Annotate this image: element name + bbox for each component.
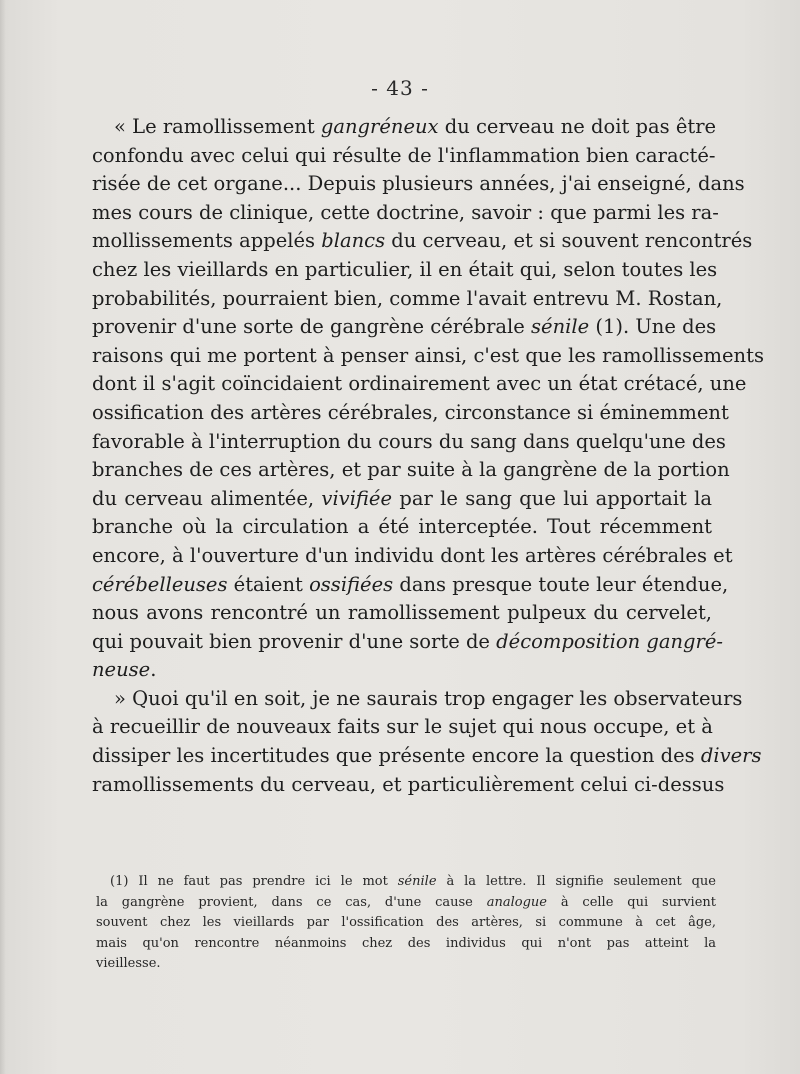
page-number: - 43 - bbox=[371, 76, 429, 100]
text-text: encore, à l'ouverture d'un individu dont les artères cérébrales et bbox=[92, 543, 733, 567]
text-line bbox=[92, 342, 764, 371]
text-line bbox=[92, 199, 719, 228]
footnotes-line bbox=[96, 893, 716, 914]
text-line bbox=[92, 227, 753, 256]
text-text: nous avons rencontré un ramollissement pulpeux du cervelet, bbox=[92, 601, 712, 625]
footnotes-text: la gangrène provient, dans ce cas, d'une cause bbox=[96, 894, 487, 910]
text-line bbox=[92, 628, 723, 657]
text-line bbox=[92, 485, 712, 514]
text-line bbox=[92, 542, 733, 571]
text-text: « Le ramollissement bbox=[114, 115, 321, 138]
text-line bbox=[92, 713, 712, 742]
text-text: » Quoi qu'il en soit, je ne saurais trop engager les observateurs bbox=[114, 686, 743, 710]
text-line bbox=[92, 428, 726, 457]
text-line bbox=[92, 656, 712, 685]
text-italic-text: gangréneux bbox=[320, 115, 439, 138]
text-text: branches de ces artères, et par suite à la gangrène de la portion bbox=[92, 458, 730, 482]
text-line bbox=[92, 771, 725, 800]
footnotes-line bbox=[96, 872, 716, 893]
text-line bbox=[92, 456, 730, 485]
text-text: ramollissements du cerveau, et particulièrement celui ci-dessus bbox=[92, 772, 725, 796]
text-line bbox=[92, 571, 729, 600]
text-line bbox=[92, 513, 712, 542]
footnotes-line bbox=[96, 913, 716, 934]
text-line bbox=[92, 285, 723, 314]
footnotes-italic-text: analogue bbox=[486, 894, 547, 910]
footnotes-italic-text: sénile bbox=[397, 874, 437, 889]
text-line bbox=[92, 313, 717, 342]
text-italic-text: ossifiées bbox=[309, 572, 394, 596]
text-italic-text: neuse bbox=[92, 658, 151, 682]
text-text: dissiper les incertitudes que présente encore la question des bbox=[92, 744, 701, 768]
text-text: branche où la circulation a été interceptée. Tout récemment bbox=[92, 515, 712, 539]
footnotes-line bbox=[96, 934, 716, 955]
text-text: dont il s'agit coïncidaient ordinairement avec un état crétacé, une bbox=[92, 372, 747, 396]
footnotes-text: mais qu'on rencontre néanmoins chez des individus qui n'ont pas atteint la bbox=[96, 935, 716, 951]
text-line bbox=[92, 599, 712, 628]
footnotes-text: à celle qui survient bbox=[546, 894, 716, 910]
text-text: du cerveau alimentée, bbox=[92, 486, 322, 510]
footnotes-line bbox=[96, 954, 716, 975]
text-line bbox=[92, 742, 762, 771]
text-text: mes cours de clinique, cette doctrine, savoir : que parmi les ra- bbox=[92, 200, 719, 224]
text-italic-text: divers bbox=[700, 744, 762, 768]
text-text: risée de cet organe... Depuis plusieurs années, j'ai enseigné, dans bbox=[92, 172, 745, 196]
text-line bbox=[92, 113, 717, 142]
text-text: du cerveau, et si souvent rencontrés bbox=[385, 229, 753, 253]
text-line bbox=[92, 685, 743, 714]
text-text: par le sang que lui apportait la bbox=[392, 486, 712, 510]
text-italic-text: sénile bbox=[531, 315, 590, 339]
text-line bbox=[92, 142, 716, 171]
footnotes-text: (1) Il ne faut pas prendre ici le mot bbox=[110, 874, 398, 889]
text-italic-text: blancs bbox=[321, 229, 386, 253]
text-text: confondu avec celui qui résulte de l'inflammation bien caracté- bbox=[92, 143, 716, 167]
text-line bbox=[92, 370, 747, 399]
footnotes-text: vieillesse. bbox=[96, 956, 161, 972]
text-text: chez les vieillards en particulier, il en était qui, selon toutes les bbox=[92, 257, 718, 281]
text-line bbox=[92, 256, 718, 285]
text-line bbox=[92, 170, 745, 199]
text-italic-text: décomposition gangré- bbox=[496, 629, 723, 653]
text-text: (1). Une des bbox=[589, 315, 717, 339]
text-text: ossification des artères cérébrales, circonstance si éminemment bbox=[92, 400, 729, 424]
body-text bbox=[92, 113, 764, 799]
text-text: à recueillir de nouveaux faits sur le sujet qui nous occupe, et à bbox=[92, 715, 713, 739]
text-text: étaient bbox=[227, 572, 310, 596]
text-text: du cerveau ne doit pas être bbox=[438, 115, 717, 138]
text-italic-text: vivifiée bbox=[321, 486, 393, 510]
text-text: provenir d'une sorte de gangrène cérébrale bbox=[92, 315, 532, 339]
text-text: dans presque toute leur étendue, bbox=[393, 572, 729, 596]
text-text: . bbox=[150, 658, 157, 682]
text-italic-text: cérébelleuses bbox=[92, 572, 228, 596]
text-line bbox=[92, 399, 729, 428]
footnotes bbox=[96, 872, 716, 975]
footnotes-text: souvent chez les vieillards par l'ossification des artères, si commune à cet âge, bbox=[96, 915, 716, 931]
text-text: favorable à l'interruption du cours du sang dans quelqu'une des bbox=[92, 429, 726, 453]
footnotes-text: à la lettre. Il signifie seulement que bbox=[436, 874, 716, 889]
text-text: probabilités, pourraient bien, comme l'avait entrevu M. Rostan, bbox=[92, 286, 723, 310]
text-text: raisons qui me portent à penser ainsi, c'est que les ramollissements bbox=[92, 343, 764, 367]
text-text: qui pouvait bien provenir d'une sorte de bbox=[92, 629, 497, 653]
text-text: mollissements appelés bbox=[92, 229, 322, 253]
